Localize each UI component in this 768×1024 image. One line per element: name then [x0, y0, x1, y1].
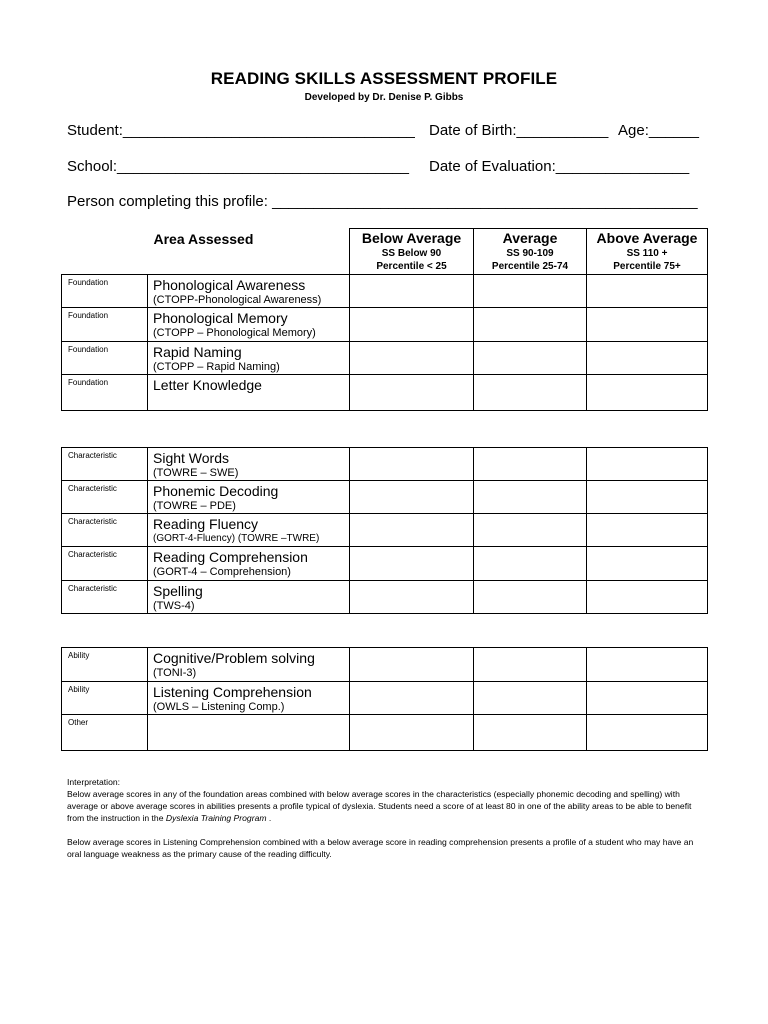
below-average-cell[interactable] — [350, 715, 474, 751]
row-area — [148, 514, 350, 547]
header-area-assessed: Area Assessed — [148, 229, 350, 275]
area-test: (GORT-4 – Comprehension) — [153, 566, 291, 578]
table-row — [62, 342, 708, 375]
above-average-cell[interactable] — [587, 514, 708, 547]
area-name: Rapid Naming — [153, 344, 242, 360]
table-row — [62, 581, 708, 614]
characteristic-table — [61, 447, 708, 614]
header-blank — [62, 229, 148, 275]
area-test: (GORT-4-Fluency) (TOWRE –TWRE) — [153, 533, 320, 544]
below-average-percentile: Percentile < 25 — [376, 261, 447, 272]
table-row — [62, 715, 708, 751]
row-area — [148, 581, 350, 614]
area-test: (TONI-3) — [153, 667, 197, 679]
average-cell[interactable] — [474, 481, 587, 514]
area-name: Spelling — [153, 583, 203, 599]
interpretation-paragraph-2: Below average scores in Listening Comprehension combined with a below average score in reading comprehension presents a profile of a student who may have an oral language weakness as the primary cause of the reading difficulty. — [67, 837, 694, 859]
area-name: Phonological Awareness — [153, 277, 306, 293]
below-average-cell[interactable] — [350, 547, 474, 581]
header-row — [62, 229, 708, 275]
average-cell[interactable] — [474, 308, 587, 342]
row-area — [148, 448, 350, 481]
person-completing-field[interactable]: Person completing this profile: ___________________________________________________ — [67, 193, 698, 210]
area-name: Phonological Memory — [153, 310, 288, 326]
average-percentile: Percentile 25-74 — [491, 261, 569, 272]
above-average-title: Above Average — [596, 230, 698, 246]
average-cell[interactable] — [474, 682, 587, 715]
above-average-cell[interactable] — [587, 715, 708, 751]
above-average-cell[interactable] — [587, 481, 708, 514]
below-average-cell[interactable] — [350, 275, 474, 308]
above-average-ss: SS 110 + — [626, 248, 668, 259]
table-row — [62, 547, 708, 581]
row-category: Characteristic — [62, 481, 148, 514]
average-cell[interactable] — [474, 275, 587, 308]
table-row — [62, 275, 708, 308]
average-title: Average — [502, 230, 558, 246]
below-average-cell[interactable] — [350, 448, 474, 481]
header-below-average — [350, 229, 474, 275]
area-name: Phonemic Decoding — [153, 483, 279, 499]
below-average-cell[interactable] — [350, 308, 474, 342]
page-title: READING SKILLS ASSESSMENT PROFILE — [210, 69, 558, 88]
below-average-cell[interactable] — [350, 581, 474, 614]
area-test: (CTOPP – Phonological Memory) — [153, 327, 316, 339]
average-cell[interactable] — [474, 514, 587, 547]
below-average-cell[interactable] — [350, 648, 474, 682]
student-field[interactable]: Student:___________________________________ — [67, 122, 415, 139]
interpretation-text-1: Below average scores in any of the foundation areas combined with below average scores in the characteristics (especially phonemic decoding and spelling) with average or above average scores in abilities presents a profile typical of dyslexia. Students need a score of at least 80 in one of the ability areas to be able to benefit from the instruction in the — [67, 789, 692, 823]
area-name: Reading Fluency — [153, 516, 259, 532]
area-test: (OWLS – Listening Comp.) — [153, 701, 285, 713]
header-above-average — [587, 229, 708, 275]
row-category: Foundation — [62, 275, 148, 308]
row-category: Other — [62, 715, 148, 751]
below-average-title: Below Average — [361, 230, 462, 246]
row-area — [148, 375, 350, 411]
age-field[interactable]: Age:______ — [618, 122, 699, 139]
evaluation-date-field[interactable]: Date of Evaluation:________________ — [429, 158, 690, 175]
school-field[interactable]: School:___________________________________ — [67, 158, 410, 175]
interpretation-heading: Interpretation: — [67, 777, 121, 787]
above-average-cell[interactable] — [587, 308, 708, 342]
row-category: Foundation — [62, 375, 148, 411]
row-category: Characteristic — [62, 448, 148, 481]
above-average-cell[interactable] — [587, 448, 708, 481]
area-name: Letter Knowledge — [153, 377, 262, 393]
row-category: Characteristic — [62, 514, 148, 547]
above-average-cell[interactable] — [587, 375, 708, 411]
table-row — [62, 308, 708, 342]
row-category: Ability — [62, 682, 148, 715]
area-name — [148, 715, 349, 717]
above-average-percentile: Percentile 75+ — [613, 261, 681, 272]
average-cell[interactable] — [474, 448, 587, 481]
above-average-cell[interactable] — [587, 547, 708, 581]
average-cell[interactable] — [474, 581, 587, 614]
foundation-table — [61, 228, 708, 411]
above-average-cell[interactable] — [587, 275, 708, 308]
row-area — [148, 648, 350, 682]
table-row — [62, 648, 708, 682]
row-area — [148, 547, 350, 581]
dyslexia-program-name: Dyslexia Training Program — [165, 813, 267, 823]
page-subtitle: Developed by Dr. Denise P. Gibbs — [304, 92, 464, 103]
below-average-cell[interactable] — [350, 682, 474, 715]
above-average-cell[interactable] — [587, 648, 708, 682]
average-cell[interactable] — [474, 648, 587, 682]
below-average-ss: SS Below 90 — [381, 248, 442, 259]
row-category: Characteristic — [62, 581, 148, 614]
below-average-cell[interactable] — [350, 514, 474, 547]
row-area — [148, 682, 350, 715]
row-area[interactable] — [148, 715, 350, 751]
above-average-cell[interactable] — [587, 682, 708, 715]
below-average-cell[interactable] — [350, 375, 474, 411]
row-category: Foundation — [62, 342, 148, 375]
table-row — [62, 375, 708, 411]
area-name: Cognitive/Problem solving — [153, 650, 315, 666]
table-row — [62, 682, 708, 715]
below-average-cell[interactable] — [350, 342, 474, 375]
table-row — [62, 481, 708, 514]
row-area — [148, 308, 350, 342]
interpretation-section — [67, 776, 702, 860]
average-cell[interactable] — [474, 715, 587, 751]
below-average-cell[interactable] — [350, 481, 474, 514]
dob-field[interactable]: Date of Birth:___________ — [429, 122, 609, 139]
area-test: (CTOPP-Phonological Awareness) — [153, 294, 322, 306]
average-cell[interactable] — [474, 375, 587, 411]
area-name: Sight Words — [153, 450, 229, 466]
table-row — [62, 448, 708, 481]
area-test: (TOWRE – PDE) — [153, 500, 236, 512]
interpretation-text-1-end: . — [268, 813, 272, 823]
table-row — [62, 514, 708, 547]
average-cell[interactable] — [474, 547, 587, 581]
average-cell[interactable] — [474, 342, 587, 375]
row-area — [148, 275, 350, 308]
above-average-cell[interactable] — [587, 581, 708, 614]
row-category: Characteristic — [62, 547, 148, 581]
row-category: Ability — [62, 648, 148, 682]
area-test: (TWS-4) — [153, 600, 195, 612]
area-name: Listening Comprehension — [153, 684, 312, 700]
area-test: (CTOPP – Rapid Naming) — [153, 361, 280, 373]
row-area — [148, 342, 350, 375]
average-ss: SS 90-109 — [506, 248, 554, 259]
area-test: (TOWRE – SWE) — [153, 467, 239, 479]
row-category: Foundation — [62, 308, 148, 342]
ability-table — [61, 647, 708, 751]
interpretation-paragraph-1 — [67, 776, 702, 824]
row-area — [148, 481, 350, 514]
above-average-cell[interactable] — [587, 342, 708, 375]
area-name: Reading Comprehension — [153, 549, 308, 565]
header-average — [474, 229, 587, 275]
